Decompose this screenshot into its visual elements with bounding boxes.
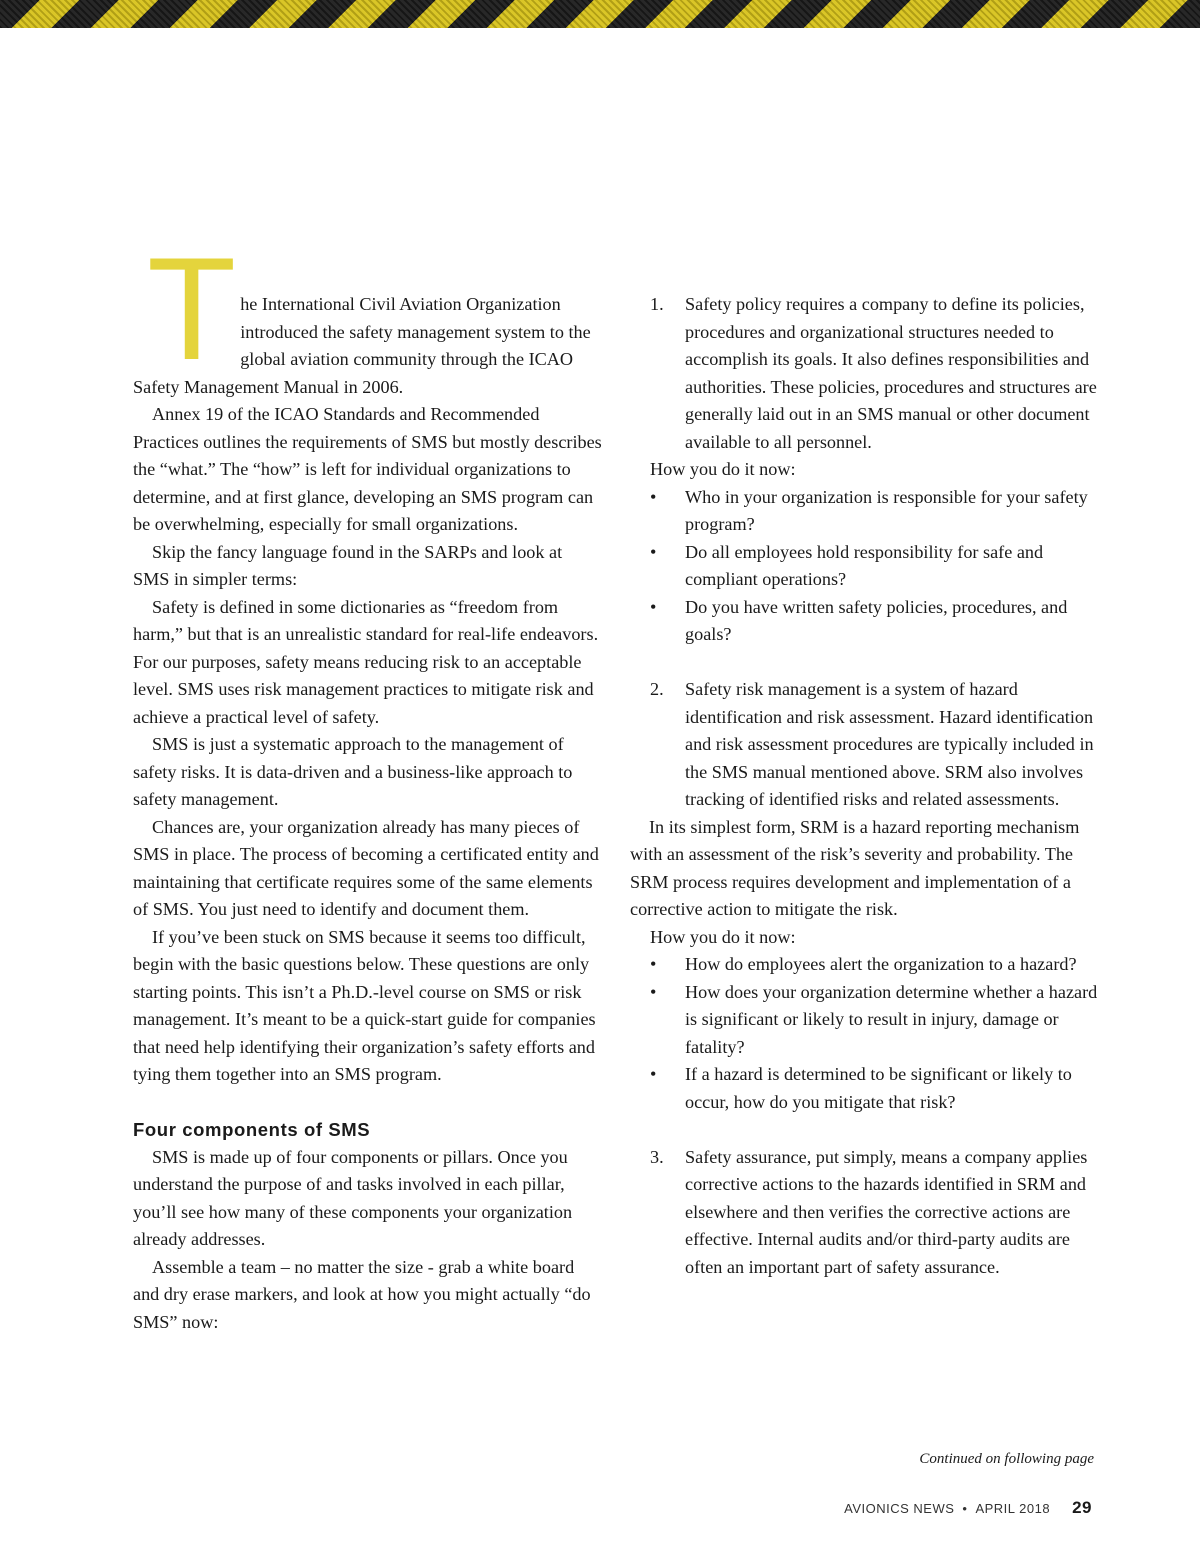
- question-list-1: [630, 484, 1100, 649]
- item-number: 1.: [650, 294, 664, 314]
- safety-definition-paragraph: Safety is defined in some dictionaries as “freedom from harm,” but that is an unrealistic standard for real-life endeavors. For our purposes, safety means reducing risk to an acceptable level. SMS uses risk management practices to mitigate risk and achieve a practical level of safety.: [133, 596, 599, 727]
- how-you-do-it-label: How you do it now:: [650, 459, 796, 479]
- page-number: 29: [1072, 1498, 1092, 1517]
- intro-text: he International Civil Aviation Organization introduced the safety management system to the global aviation community through the ICAO Safety Management Manual in 2006.: [133, 294, 591, 397]
- publication-name: AVIONICS NEWS: [844, 1501, 955, 1516]
- item-text: Safety risk management is a system of hazard identification and risk assessment. Hazard identification and risk assessment procedures are typically included in the SMS manual mentioned above. SRM also involves tracking of identified risks and related assessments.: [685, 679, 1094, 809]
- bullet-icon: •: [650, 596, 657, 617]
- bullet-icon: •: [650, 954, 657, 974]
- item-number: 2.: [650, 679, 664, 699]
- list-item: • If a hazard is determined to be significant or likely to occur, how do you mitigate that risk?: [630, 1061, 1100, 1116]
- component-item-2: [630, 676, 1100, 814]
- intro-paragraph: [133, 227, 603, 401]
- page-footer: [844, 1498, 1092, 1518]
- component-item-1: [630, 291, 1100, 456]
- list-item: • How do employees alert the organization to a hazard?: [630, 951, 1100, 979]
- drop-cap: T: [147, 227, 237, 390]
- annex-paragraph: Annex 19 of the ICAO Standards and Recommended Practices outlines the requirements of SMS but mostly describes the “what.” The “how” is left for individual organizations to determine, and at first glance, developing an SMS program can be overwhelming, especially for small organizations.: [133, 404, 602, 534]
- left-column: [133, 227, 603, 1336]
- item-number: 3.: [650, 1146, 664, 1167]
- bullet-icon: •: [650, 1064, 657, 1084]
- item-text: Safety policy requires a company to define its policies, procedures and organizational structures needed to accomplish its goals. It also defines responsibilities and authorities. These policies, procedures and structures are generally laid out in an SMS manual or other document available to all personnel.: [685, 294, 1097, 452]
- issue-date: APRIL 2018: [975, 1501, 1051, 1516]
- bullet-icon: •: [650, 486, 657, 507]
- right-column: [630, 291, 1100, 1281]
- list-item: • Do all employees hold responsibility for safe and compliant operations?: [630, 539, 1100, 594]
- section-heading: Four components of SMS: [133, 1119, 371, 1140]
- separator-dot: •: [962, 1501, 968, 1516]
- list-item: • How does your organization determine whether a hazard is significant or likely to result in injury, damage or fatality?: [630, 979, 1100, 1062]
- hazard-stripe-banner: [0, 0, 1200, 28]
- pillars-paragraph: SMS is made up of four components or pillars. Once you understand the purpose of and tasks involved in each pillar, you’ll see how many of these components your organization already addresses.: [133, 1146, 573, 1249]
- srm-paragraph: In its simplest form, SRM is a hazard reporting mechanism with an assessment of the risk’s severity and probability. The SRM process requires development and implementation of a corrective action to mitigate the risk.: [630, 816, 1080, 919]
- simpler-terms-paragraph: Skip the fancy language found in the SARPs and look at SMS in simpler terms:: [133, 541, 563, 589]
- question-list-2: [630, 951, 1100, 1116]
- continued-note: Continued on following page: [919, 1451, 1094, 1467]
- item-text: Safety assurance, put simply, means a company applies corrective actions to the hazards identified in SRM and elsewhere and then verifies the corrective actions are effective. Internal audits and/or third-party audits are often an important part of safety assurance.: [685, 1146, 1088, 1277]
- list-item: • Do you have written safety policies, procedures, and goals?: [630, 594, 1100, 649]
- pieces-in-place-paragraph: Chances are, your organization already has many pieces of SMS in place. The process of becoming a certificated entity and maintaining that certificate requires some of the same elements of SMS. You just need to identify and document them.: [133, 816, 599, 919]
- how-you-do-it-label: How you do it now:: [650, 926, 796, 947]
- bullet-icon: •: [650, 981, 657, 1002]
- bullet-icon: •: [650, 541, 657, 562]
- quick-start-paragraph: If you’ve been stuck on SMS because it seems too difficult, begin with the basic questions below. These questions are only starting points. This isn’t a Ph.D.-level course on SMS or risk management. It’s meant to be a quick-start guide for companies that need help identifying their organization’s safety efforts and tying them together into an SMS program.: [133, 926, 596, 1084]
- list-item: • Who in your organization is responsible for your safety program?: [630, 484, 1100, 539]
- systematic-approach-paragraph: SMS is just a systematic approach to the management of safety risks. It is data-driven and a business-like approach to safety management.: [133, 734, 573, 809]
- component-item-3: [630, 1144, 1100, 1282]
- assemble-team-paragraph: Assemble a team – no matter the size - grab a white board and dry erase markers, and look at how you might actually “do SMS” now:: [133, 1256, 591, 1332]
